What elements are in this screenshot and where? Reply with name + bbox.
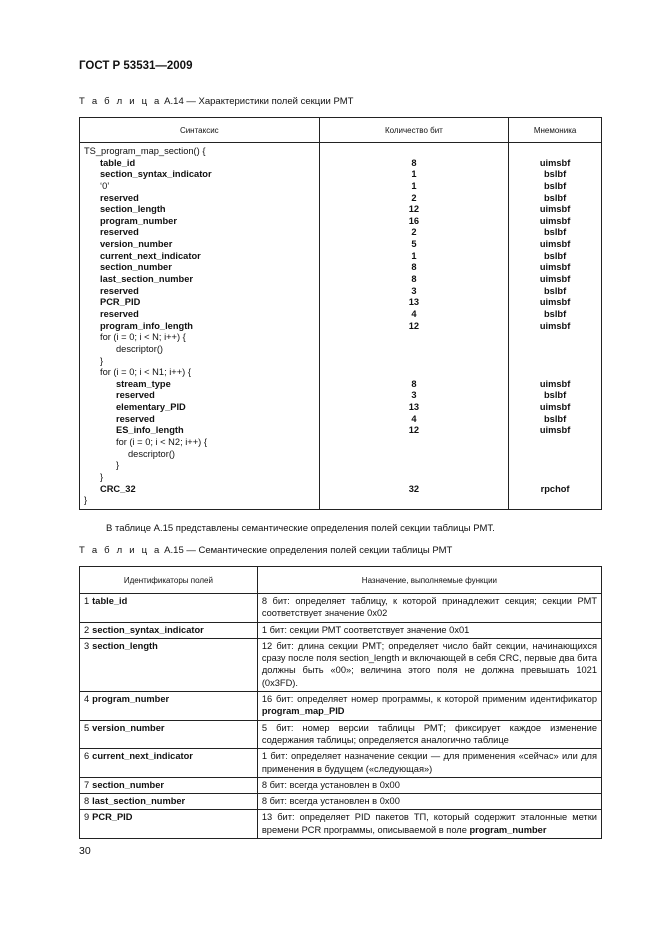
syntax-line <box>80 390 319 402</box>
syntax-line <box>80 297 319 309</box>
description-cell <box>257 720 601 749</box>
bits-value <box>320 344 509 356</box>
header-mnemonic: Мнемоника <box>509 118 602 143</box>
mnemonic-value: bslbf <box>543 180 567 191</box>
caption-text: А.15 — Семантические определения полей секции таблицы РМТ <box>161 545 453 556</box>
mnemonic-value: bslbf <box>543 285 567 296</box>
caption-text: А.14 — Характеристики полей секции РМТ <box>161 96 354 107</box>
mnemonic-value: uimsbf <box>539 215 571 226</box>
mnemonic-value: uimsbf <box>539 262 571 273</box>
field-name: last_section_number <box>92 796 186 807</box>
page-number: 30 <box>79 845 91 857</box>
field-id-cell <box>80 720 258 749</box>
syntax-line <box>80 274 319 286</box>
description-cell <box>257 794 601 810</box>
field-number: 3 <box>84 640 90 651</box>
mnemonic-value: uimsbf <box>539 297 571 308</box>
syntax-line <box>80 309 319 321</box>
bits-value <box>320 146 509 158</box>
table-row <box>80 638 602 691</box>
syntax-text: version_number <box>100 239 173 250</box>
mnemonic-value <box>509 367 601 379</box>
table-row <box>80 794 602 810</box>
table-row <box>80 622 602 638</box>
bits-value: 1 <box>411 250 417 261</box>
syntax-text: reserved <box>100 285 139 296</box>
field-id-cell <box>80 692 258 721</box>
paragraph: В таблице А.15 представлены семантические определения полей секции таблицы РМТ. <box>106 523 495 534</box>
syntax-line <box>80 495 319 507</box>
field-number: 1 <box>84 596 90 606</box>
syntax-text: for (i = 0; i < N1; i++) { <box>100 367 191 378</box>
field-name: program_number <box>92 694 170 705</box>
caption-prefix: Т а б л и ц а <box>79 545 162 556</box>
description-text: 13 бит: определяет PID пакетов ТП, который содержит эталонные метки времени PCR программы, описываемой в поле <box>261 812 597 835</box>
syntax-line <box>80 332 319 344</box>
syntax-text: reserved <box>100 308 139 319</box>
field-name: section_length <box>92 640 158 651</box>
field-name: version_number <box>92 722 165 733</box>
syntax-text: section_number <box>100 262 172 273</box>
bits-value: 2 <box>411 192 417 203</box>
syntax-line <box>80 193 319 205</box>
mnemonic-value <box>509 332 601 344</box>
mnemonic-value: bslbf <box>543 308 567 319</box>
bits-value: 12 <box>408 204 420 215</box>
description-cell <box>257 777 601 793</box>
bits-value <box>320 437 509 449</box>
mnemonic-value: rpchof <box>540 483 570 494</box>
syntax-text: } <box>100 355 104 366</box>
syntax-text: descriptor() <box>128 448 176 459</box>
syntax-text: ES_info_length <box>116 425 184 436</box>
mnemonic-value <box>509 437 601 449</box>
table-row <box>80 777 602 793</box>
syntax-text: section_length <box>100 204 166 215</box>
field-number: 5 <box>84 722 90 733</box>
description-text: 12 бит: длина секции РМТ; определяет число байт секции, начинающихся сразу после поля section_length и включающей в себя CRC, первые два бита должны быть «00»; величина этого поля не должна превышать 1021 (0x3FD). <box>261 640 597 688</box>
syntax-text: TS_program_map_section() { <box>84 146 206 156</box>
bits-value <box>320 472 509 484</box>
field-number: 6 <box>84 751 90 762</box>
syntax-text: program_number <box>100 215 177 226</box>
table-row <box>80 720 602 749</box>
description-cell <box>257 622 601 638</box>
field-name: current_next_indicator <box>92 751 193 762</box>
syntax-line <box>80 414 319 426</box>
mnemonic-value: bslbf <box>543 192 567 203</box>
syntax-text: } <box>100 471 104 482</box>
syntax-line <box>80 472 319 484</box>
syntax-text: for (i = 0; i < N2; i++) { <box>116 437 207 448</box>
header-syntax: Синтаксис <box>80 118 320 143</box>
syntax-line <box>80 437 319 449</box>
field-id-cell <box>80 810 258 839</box>
table-row <box>80 810 602 839</box>
syntax-line <box>80 146 319 158</box>
syntax-line <box>80 181 319 193</box>
mnemonic-value: uimsbf <box>539 274 571 285</box>
document-header: ГОСТ Р 53531—2009 <box>79 60 193 72</box>
mnemonic-value: bslbf <box>543 413 567 424</box>
syntax-line <box>80 251 319 263</box>
table-row <box>80 594 602 623</box>
syntax-text: program_info_length <box>100 320 193 331</box>
mnemonic-value: uimsbf <box>539 204 571 215</box>
syntax-line <box>80 402 319 414</box>
table-row <box>80 749 602 778</box>
syntax-text: } <box>84 495 88 506</box>
description-cell <box>257 638 601 691</box>
bits-value <box>320 460 509 472</box>
field-id-cell <box>80 749 258 778</box>
bits-value: 1 <box>411 180 417 191</box>
mnemonic-value: bslbf <box>543 390 567 401</box>
mnemonic-value <box>509 460 601 472</box>
bits-value: 16 <box>408 215 420 226</box>
mnemonic-value: uimsbf <box>539 425 571 436</box>
mnemonic-value <box>509 344 601 356</box>
syntax-line <box>80 204 319 216</box>
field-id-cell <box>80 638 258 691</box>
mnemonic-value: bslbf <box>543 169 567 180</box>
syntax-line <box>80 484 319 496</box>
bits-value: 13 <box>408 402 420 413</box>
field-id-cell <box>80 622 258 638</box>
syntax-text: elementary_PID <box>116 402 186 413</box>
syntax-text: for (i = 0; i < N; i++) { <box>100 332 186 343</box>
description-text: 1 бит: определяет назначение секции — для применения «сейчас» или для применения в будущем («следующая») <box>261 751 597 774</box>
bits-value <box>320 332 509 344</box>
mnemonic-value <box>509 472 601 484</box>
description-text: 1 бит: секции РМТ соответствует значение 0x01 <box>261 624 470 635</box>
description-text: 16 бит: определяет номер программы, к которой применим идентификатор <box>261 694 597 705</box>
mnemonic-value <box>509 449 601 461</box>
syntax-line <box>80 367 319 379</box>
header-purpose: Назначение, выполняемые функции <box>257 567 601 594</box>
bits-value: 4 <box>411 413 417 424</box>
bits-column <box>319 143 509 510</box>
syntax-text: reserved <box>116 413 155 424</box>
syntax-column <box>80 143 320 510</box>
bits-value: 8 <box>411 378 417 389</box>
syntax-line <box>80 262 319 274</box>
syntax-text: CRC_32 <box>100 483 136 494</box>
syntax-text: PCR_PID <box>100 297 141 308</box>
syntax-text: last_section_number <box>100 274 194 285</box>
syntax-text: descriptor() <box>116 343 164 354</box>
bits-value: 1 <box>411 169 417 180</box>
bits-value <box>320 367 509 379</box>
description-text: program_number <box>469 824 547 835</box>
bits-value: 8 <box>411 157 417 168</box>
field-id-cell <box>80 594 258 623</box>
syntax-text: current_next_indicator <box>100 250 201 261</box>
syntax-text: reserved <box>100 192 139 203</box>
description-text: 8 бит: всегда установлен в 0x00 <box>261 796 400 807</box>
table-a15 <box>79 566 602 839</box>
mnemonic-value: uimsbf <box>539 402 571 413</box>
syntax-line <box>80 425 319 437</box>
mnemonic-value: uimsbf <box>539 378 571 389</box>
description-cell <box>257 749 601 778</box>
bits-value: 3 <box>411 285 417 296</box>
syntax-line <box>80 169 319 181</box>
bits-value: 13 <box>408 297 420 308</box>
field-name: section_syntax_indicator <box>92 624 204 635</box>
mnemonic-value: bslbf <box>543 250 567 261</box>
syntax-line <box>80 216 319 228</box>
bits-value <box>320 495 509 507</box>
mnemonic-value <box>509 495 601 507</box>
field-id-cell <box>80 794 258 810</box>
syntax-line <box>80 239 319 251</box>
bits-value <box>320 356 509 368</box>
field-number: 8 <box>84 796 90 807</box>
description-text: 5 бит: номер версии таблицы РМТ; фиксирует каждое изменение содержания таблицы; определяется аналогично таблице <box>261 722 597 745</box>
mnemonic-column <box>509 143 602 510</box>
mnemonic-value: uimsbf <box>539 320 571 331</box>
syntax-line <box>80 286 319 298</box>
description-text: 8 бит: всегда установлен в 0x00 <box>261 779 400 790</box>
mnemonic-value: bslbf <box>543 227 567 238</box>
syntax-text: section_syntax_indicator <box>100 169 212 180</box>
table-a14-caption <box>79 96 353 107</box>
syntax-line <box>80 449 319 461</box>
bits-value: 2 <box>411 227 417 238</box>
syntax-line <box>80 379 319 391</box>
syntax-text: } <box>116 460 120 471</box>
bits-value: 8 <box>411 262 417 273</box>
field-number: 4 <box>84 694 90 705</box>
field-name: PCR_PID <box>92 812 133 823</box>
field-name: table_id <box>92 596 128 606</box>
description-cell <box>257 594 601 623</box>
table-a15-caption <box>79 545 452 556</box>
description-cell <box>257 810 601 839</box>
field-number: 9 <box>84 812 90 823</box>
bits-value: 3 <box>411 390 417 401</box>
table-a14 <box>79 117 602 510</box>
mnemonic-value: uimsbf <box>539 239 571 250</box>
syntax-line <box>80 321 319 333</box>
mnemonic-value <box>509 356 601 368</box>
syntax-line <box>80 356 319 368</box>
syntax-line <box>80 460 319 472</box>
description-text: program_map_PID <box>261 706 345 717</box>
mnemonic-value: uimsbf <box>539 157 571 168</box>
field-number: 2 <box>84 624 90 635</box>
mnemonic-value <box>509 146 601 158</box>
table-row <box>80 692 602 721</box>
description-text: 8 бит: определяет таблицу, к которой принадлежит секция; секции РМТ соответствует значение 0x02 <box>261 596 597 619</box>
bits-value: 32 <box>408 483 420 494</box>
header-bits: Количество бит <box>319 118 509 143</box>
field-id-cell <box>80 777 258 793</box>
bits-value: 4 <box>411 308 417 319</box>
syntax-text: reserved <box>100 227 139 238</box>
syntax-line <box>80 344 319 356</box>
syntax-text: table_id <box>100 157 136 168</box>
bits-value <box>320 449 509 461</box>
syntax-text: reserved <box>116 390 155 401</box>
caption-prefix: Т а б л и ц а <box>79 96 162 107</box>
bits-value: 5 <box>411 239 417 250</box>
bits-value: 12 <box>408 320 420 331</box>
bits-value: 12 <box>408 425 420 436</box>
field-name: section_number <box>92 779 164 790</box>
field-number: 7 <box>84 779 90 790</box>
syntax-text: ‘0’ <box>100 180 110 191</box>
bits-value: 8 <box>411 274 417 285</box>
syntax-line <box>80 158 319 170</box>
syntax-text: stream_type <box>116 378 171 389</box>
description-cell <box>257 692 601 721</box>
syntax-line <box>80 227 319 239</box>
header-field-ids: Идентификаторы полей <box>80 567 258 594</box>
